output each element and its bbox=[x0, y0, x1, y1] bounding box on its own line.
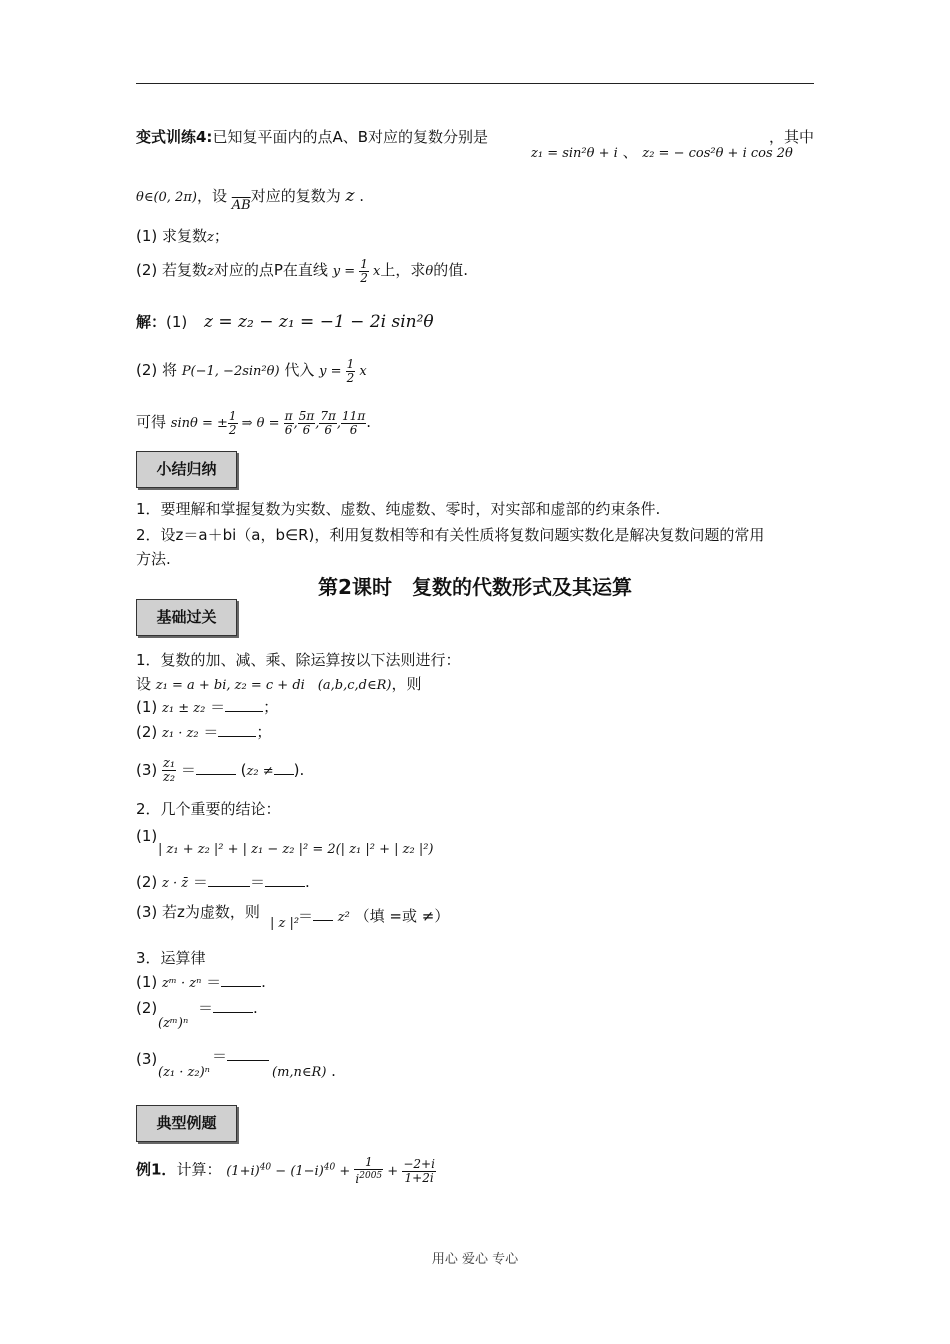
law-3-cond: (m,n∈R) . bbox=[272, 1062, 336, 1080]
variant-tail: ，其中 bbox=[769, 128, 815, 146]
lesson-heading: 第2课时 复数的代数形式及其运算 bbox=[318, 575, 632, 599]
solution-3: 可得 sinθ = ± $\frac{1}{2}$ ⇒ θ = $\frac{\pi}{6}$ , $\frac{5\pi}{6}$ , $\frac{7\pi}{6}$ , $\frac{11\pi}{6}$ . bbox=[136, 409, 371, 437]
theta-range: θ∈(0, 2π) bbox=[136, 190, 197, 205]
solution-eq-3: sinθ = ± $\frac{1}{2}$ ⇒ θ = $\frac{\pi}{6}$ , $\frac{5\pi}{6}$ , $\frac{7\pi}{6}$ , $\frac{11\pi}{6}$ bbox=[170, 409, 366, 437]
solution-eq-1: z = z₂ − z₁ = −1 − 2i sin²θ bbox=[204, 312, 434, 332]
summary-item-1: 1．要理解和掌握复数为实数、虚数、纯虚数、零时，对实部和虚部的约束条件. bbox=[136, 500, 661, 518]
solution-2: (2) 将 P(−1, −2sin²θ) 代入 y = $\frac{1}{2}$ x bbox=[136, 357, 367, 385]
vector-ab: $\overline{AB}$ bbox=[231, 198, 251, 213]
variant-label: 变式训练4: bbox=[136, 128, 213, 146]
blank[interactable] bbox=[274, 760, 294, 775]
z1-formula: z₁ = sin²θ + i bbox=[531, 146, 618, 161]
solution-1: 解：(1) z = z₂ − z₁ = −1 − 2i sin²θ bbox=[136, 312, 434, 332]
set-text: ，设 bbox=[196, 187, 227, 205]
conclusion-1: (1) bbox=[136, 827, 158, 845]
rule-1: (1) z₁ ± z₂ ＝ ； bbox=[136, 698, 279, 716]
law-3: (3) bbox=[136, 1050, 158, 1068]
blank[interactable] bbox=[213, 998, 253, 1013]
basics-s1: 1．复数的加、减、乘、除运算按以下法则进行： bbox=[136, 651, 461, 669]
blank[interactable] bbox=[196, 760, 236, 775]
conclusion-3-rest: ＝ z² （填 =或 ≠） bbox=[298, 907, 450, 925]
law-3-rest: ＝ bbox=[212, 1046, 269, 1066]
law-2: (2) bbox=[136, 999, 158, 1017]
corr-text: 对应的复数为 bbox=[250, 187, 341, 205]
variant-intro: 已知复平面内的点A、B对应的复数分别是 bbox=[212, 128, 488, 146]
line-equation: y = $\frac{1}{2}$ x bbox=[332, 257, 381, 285]
examples-box: 典型例题 bbox=[136, 1105, 237, 1142]
variant-line-2: θ∈(0, 2π)，设 $\overline{AB}$对应的复数为 z . bbox=[136, 186, 364, 216]
footer: 用心 爱心 专心 bbox=[431, 1252, 519, 1267]
basics-s1-def: 设 z₁ = a + bi, z₂ = c + di (a,b,c,d∈R)，则 bbox=[136, 675, 422, 693]
law-3-expr: (z₁ · z₂)ⁿ bbox=[158, 1065, 210, 1080]
rule-3: (3) $\frac{\text{z₁}}{\text{z₂}}$ ＝ (z₂ ≠ ). bbox=[136, 756, 305, 785]
summary-item-2-cont: 方法. bbox=[136, 550, 171, 568]
rule-2: (2) z₁ · z₂ ＝ ； bbox=[136, 723, 272, 741]
example-1-expr: $(1+i)^{40} - (1-i)^{40}$ + $\frac{1}{i^{2005}}$ + $\frac{-2+i}{1+2i}$ bbox=[226, 1155, 435, 1186]
summary-item-2: 2．设z＝a＋bi（a，b∈R)，利用复数相等和有关性质将复数问题实数化是解决复数问题的常用 bbox=[136, 526, 765, 544]
blank[interactable] bbox=[221, 972, 261, 987]
blank[interactable] bbox=[313, 906, 333, 921]
blank[interactable] bbox=[225, 697, 263, 712]
blank[interactable] bbox=[218, 722, 256, 737]
law-1: (1) zᵐ · zⁿ ＝ . bbox=[136, 973, 266, 991]
basics-s2: 2．几个重要的结论： bbox=[136, 800, 281, 818]
basics-box: 基础过关 bbox=[136, 599, 237, 636]
summary-box: 小结归纳 bbox=[136, 451, 237, 488]
question-2: (2) 若复数z对应的点P在直线 y = $\frac{1}{2}$ x上，求θ的值. bbox=[136, 257, 468, 285]
quotient: $\frac{\text{z₁}}{\text{z₂}}$ bbox=[163, 756, 176, 785]
law-2-rest: ＝ . bbox=[198, 999, 258, 1017]
line-equation-2: y = $\frac{1}{2}$ x bbox=[319, 357, 367, 385]
law-2-expr: (zᵐ)ⁿ bbox=[158, 1016, 189, 1031]
conclusion-3-expr: | z |² bbox=[270, 916, 300, 931]
question-1: (1) 求复数z； bbox=[136, 227, 229, 245]
conclusion-2: (2) z · z̄ ＝ ＝ . bbox=[136, 873, 310, 891]
example-1: 例1．计算： $(1+i)^{40} - (1-i)^{40}$ + $\frac{1}{i^{2005}}$ + $\frac{-2+i}{1+2i}$ bbox=[136, 1155, 435, 1186]
header-rule bbox=[136, 83, 814, 84]
conclusion-3: (3) 若z为虚数，则 bbox=[136, 903, 260, 921]
separator: 、 bbox=[622, 143, 638, 161]
z2-formula: z₂ = − cos²θ + i cos 2θ bbox=[642, 146, 793, 161]
blank[interactable] bbox=[265, 872, 305, 887]
point-p: P(−1, −2sin²θ) bbox=[181, 364, 280, 379]
blank[interactable] bbox=[208, 872, 250, 887]
z-symbol: z bbox=[345, 186, 355, 206]
basics-s3: 3．运算律 bbox=[136, 949, 206, 967]
solution-label: 解： bbox=[136, 313, 167, 331]
blank[interactable] bbox=[227, 1046, 269, 1061]
variant-formulas bbox=[531, 142, 793, 164]
variant-line-1 bbox=[136, 127, 558, 147]
conclusion-1-expr: | z₁ + z₂ |² + | z₁ − z₂ |² = 2(| z₁ |² + | z₂ |²) bbox=[158, 842, 434, 857]
